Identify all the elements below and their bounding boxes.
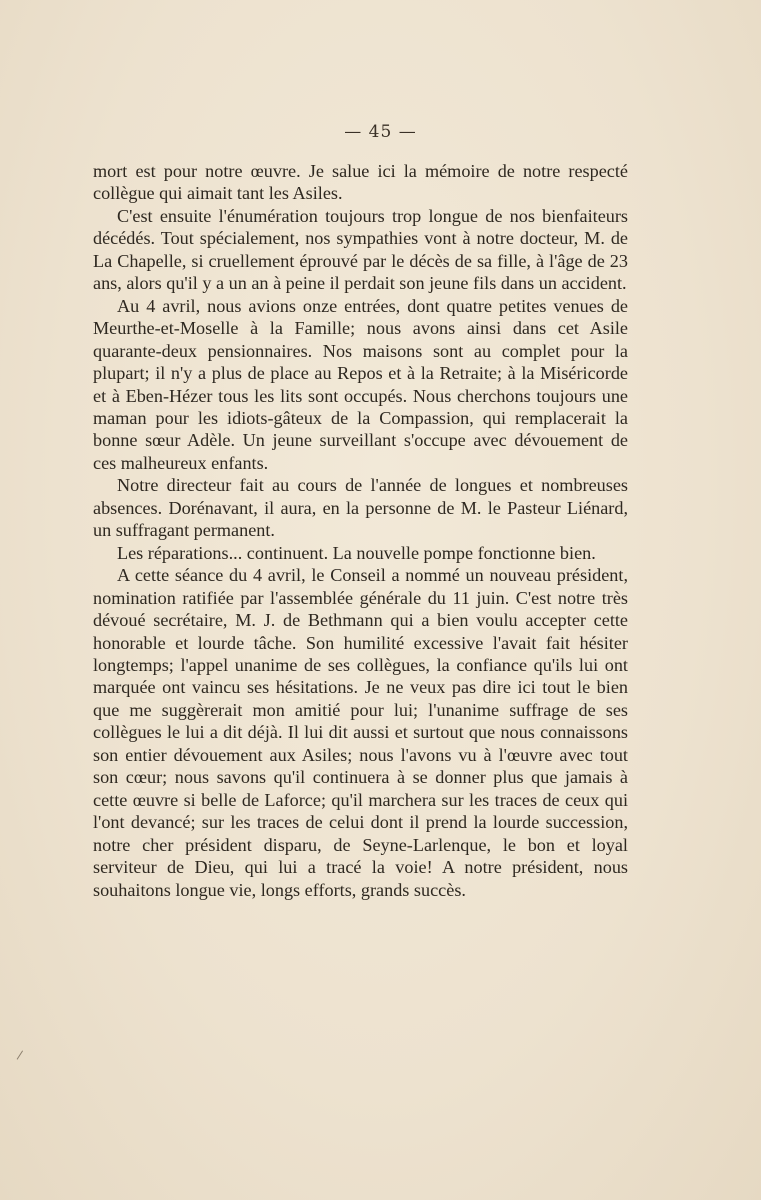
paragraph: Notre directeur fait au cours de l'année de longues et nombreuses absences. Dorénavant, il aura, en la personne de M. le Pasteur Liénard, un suffragant permanent.	[93, 475, 628, 541]
margin-mark: \	[13, 1048, 27, 1062]
paragraph: A cette séance du 4 avril, le Conseil a nommé un nouveau président, nomination ratifiée par l'assemblée générale du 11 juin. C'est notre très dévoué secrétaire, M. J. de Bethmann qui a bien voulu accepter cette honorable et lourde tâche. Son humilité excessive l'avait fait hésiter longtemps; l'appel unanime de ses collègues, la confiance qu'ils lui ont marquée ont vaincu ses hésitations. Je ne veux pas dire ici tout le bien que me suggèrerait mon amitié pour lui; l'unanime suffrage de ses collègues le lui a dit déjà. Il lui dit aussi et surtout que nous connaissons son entier dévouement aux Asiles; nous l'avons vu à l'œuvre avec tout son cœur; nous savons qu'il continuera à se donner plus que jamais à cette œuvre si belle de Laforce; qu'il marchera sur les traces de ceux qui l'ont devancé; sur les traces de celui dont il prend la lourde succession, notre cher président disparu, de Seyne-Larlenque, le bon et loyal serviteur de Dieu, qui lui a tracé la voie! A notre président, nous souhaitons longue vie, longs efforts, grands succès.	[93, 565, 628, 900]
paragraph: Les réparations... continuent. La nouvelle pompe fonctionne bien.	[117, 542, 596, 563]
paragraph: C'est ensuite l'énumération toujours trop longue de nos bienfaiteurs décédés. Tout spécialement, nos sympathies vont à notre docteur, M. de La Chapelle, si cruellement éprouvé par le décès de sa fille, à l'âge de 23 ans, alors qu'il y a un an à peine il perdait son jeune fils dans un accident.	[93, 205, 628, 294]
page-number: — 45 —	[344, 122, 417, 142]
paragraph: Au 4 avril, nous avions onze entrées, dont quatre petites venues de Meurthe-et-Moselle à la Famille; nous avons ainsi dans cet Asile quarante-deux pensionnaires. Nos maisons sont au complet pour la plupart; il n'y a plus de place au Repos et à la Retraite; à la Miséricorde et à Eben-Hézer tous les lits sont occupés. Nous cherchons toujours une maman pour les idiots-gâteux de la Compassion, qui remplacerait la bonne sœur Adèle. Un jeune surveillant s'occupe avec dévouement de ces malheureux enfants.	[93, 295, 628, 473]
paragraph: mort est pour notre œuvre. Je salue ici la mémoire de notre respecté collègue qui aimait tant les Asiles.	[93, 161, 628, 204]
body-text	[93, 160, 628, 901]
